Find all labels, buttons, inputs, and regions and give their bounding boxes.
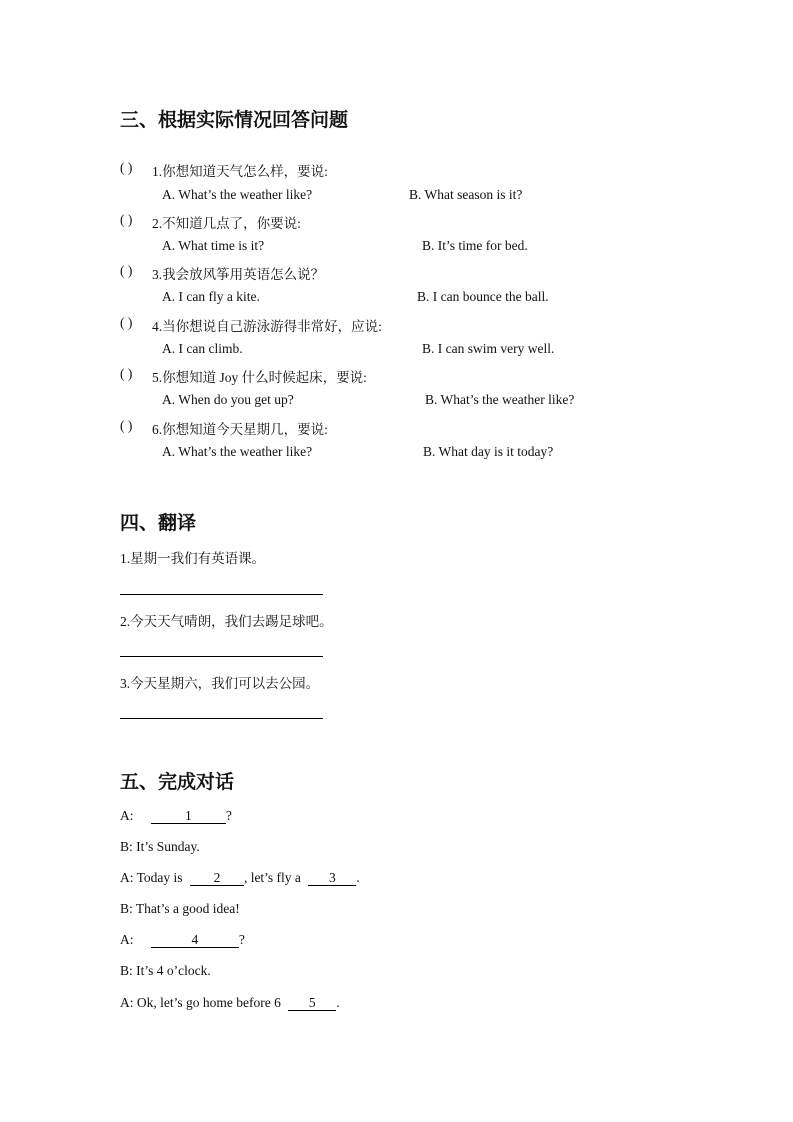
answer-paren-6[interactable]: ( )	[120, 418, 133, 433]
blank-4[interactable]: 4	[151, 932, 239, 948]
question-3: 3.我会放风筝用英语怎么说？	[152, 267, 325, 282]
dialogue-speaker: A:	[120, 808, 134, 823]
answer-paren-5[interactable]: ( )	[120, 366, 133, 381]
section-5-heading: 五、完成对话	[120, 771, 235, 793]
question-3-option-b: B. I can bounce the ball.	[417, 289, 549, 304]
dialogue-line-6: B: It’s 4 o’clock.	[120, 963, 211, 978]
question-4: 4.当你想说自己游泳游得非常好，应说:	[152, 319, 382, 334]
answer-paren-4[interactable]: ( )	[120, 315, 133, 330]
section-4-heading: 四、翻译	[120, 512, 197, 534]
translate-answer-line-3[interactable]	[120, 718, 323, 719]
answer-paren-1[interactable]: ( )	[120, 160, 133, 175]
dialogue-line-4: B: That’s a good idea!	[120, 901, 240, 916]
dialogue-line-7	[120, 995, 340, 1011]
question-5-option-b: B. What’s the weather like?	[425, 392, 575, 407]
section-3-heading: 三、根据实际情况回答问题	[120, 109, 349, 131]
question-5-option-a: A. When do you get up?	[162, 392, 294, 407]
blank-1[interactable]: 1	[151, 808, 226, 824]
question-5: 5.你想知道 Joy 什么时候起床，要说:	[152, 370, 367, 385]
dialogue-punct: ?	[238, 932, 245, 947]
dialogue-text: A: Today is	[120, 870, 183, 885]
question-6-option-b: B. What day is it today?	[423, 444, 554, 459]
dialogue-line-3	[120, 870, 360, 886]
question-1-option-b: B. What season is it?	[409, 187, 523, 202]
dialogue-text: A: Ok, let’s go home before 6	[120, 995, 281, 1010]
dialogue-punct: .	[336, 995, 340, 1010]
translate-item-3: 3.今天星期六，我们可以去公园。	[120, 676, 320, 691]
question-2-option-a: A. What time is it?	[162, 238, 265, 253]
dialogue-line-5	[120, 932, 245, 948]
blank-5[interactable]: 5	[288, 995, 336, 1011]
question-3-option-a: A. I can fly a kite.	[162, 289, 260, 304]
blank-2[interactable]: 2	[190, 870, 244, 886]
dialogue-speaker: A:	[120, 932, 134, 947]
translate-answer-line-2[interactable]	[120, 656, 323, 657]
question-6: 6.你想知道今天星期几，要说:	[152, 422, 328, 437]
translate-item-1: 1.星期一我们有英语课。	[120, 551, 266, 566]
answer-paren-2[interactable]: ( )	[120, 212, 133, 227]
dialogue-punct: ?	[225, 808, 232, 823]
question-2: 2.不知道几点了，你要说:	[152, 216, 301, 231]
blank-3[interactable]: 3	[308, 870, 356, 886]
question-4-option-b: B. I can swim very well.	[422, 341, 555, 356]
question-1: 1.你想知道天气怎么样，要说:	[152, 164, 328, 179]
dialogue-line-2: B: It’s Sunday.	[120, 839, 200, 854]
answer-paren-3[interactable]: ( )	[120, 263, 133, 278]
question-2-option-b: B. It’s time for bed.	[422, 238, 528, 253]
dialogue-punct: .	[356, 870, 360, 885]
translate-answer-line-1[interactable]	[120, 594, 323, 595]
translate-item-2: 2.今天天气晴朗，我们去踢足球吧。	[120, 614, 333, 629]
dialogue-line-1	[120, 808, 232, 824]
question-6-option-a: A. What’s the weather like?	[162, 444, 313, 459]
dialogue-text: , let’s fly a	[243, 870, 301, 885]
question-4-option-a: A. I can climb.	[162, 341, 243, 356]
question-1-option-a: A. What’s the weather like?	[162, 187, 313, 202]
